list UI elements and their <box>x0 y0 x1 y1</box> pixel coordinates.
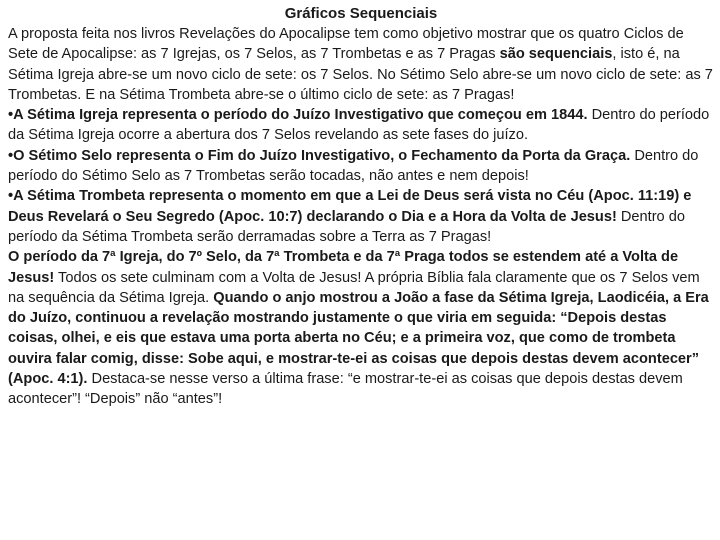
conclusion-paragraph <box>8 247 714 409</box>
page-title: Gráficos Sequenciais <box>284 5 438 22</box>
conclusion-heading: O período da 7ª Igreja, do 7º Selo, da 7ª Trombeta e da 7ª Praga todos se estendem até a Volta de Jesus! <box>8 249 679 286</box>
seventh-trumpet-heading: •A Sétima Trombeta representa o momento em que a Lei de Deus será vista no Céu (Apoc. 11:19) e Deus Revelará o Seu Segredo (Apoc. 10:7) declarando o Dia e a Hora da Volta de Jesus! <box>8 188 692 225</box>
seventh-church-text: Dentro do período da Sétima Igreja ocorre a abertura dos 7 Selos revelando as sete fases do juízo. <box>8 107 710 144</box>
conclusion-text-end: Destaca-se nesse verso a última frase: “e mostrar-te-ei as coisas que depois destas devem acontecer”! “Depois” não “antes”! <box>8 371 683 408</box>
intro-paragraph <box>8 24 714 105</box>
seventh-trumpet-paragraph <box>8 186 714 247</box>
intro-emphasis: são sequenciais <box>499 46 613 63</box>
seventh-church-heading: •A Sétima Igreja representa o período do Juízo Investigativo que começou em 1844. <box>8 107 588 124</box>
seventh-church-paragraph <box>8 105 714 146</box>
conclusion-text: Todos os sete culminam com a Volta de Jesus! A própria Bíblia fala claramente que os 7 Selos vem na sequência da Sétima Igreja. <box>8 269 700 306</box>
intro-text-continued: , isto é, na Sétima Igreja abre-se um novo ciclo de sete: os 7 Selos. No Sétimo Selo abre-se um novo ciclo de sete: as 7 Trombetas. E na Sétima Trombeta abre-se o último ciclo de sete: as 7 Pragas! <box>8 46 713 103</box>
seventh-seal-text: Dentro do período do Sétimo Selo as 7 Trombetas serão tocadas, não antes e nem depois! <box>8 147 699 185</box>
seventh-trumpet-text: Dentro do período da Sétima Trombeta serão derramadas sobre a Terra as 7 Pragas! <box>8 208 685 245</box>
seventh-seal-heading: •O Sétimo Selo representa o Fim do Juízo Investigativo, o Fechamento da Porta da Graça. <box>8 147 631 164</box>
conclusion-emphasis: Quando o anjo mostrou a João a fase da Sétima Igreja, Laodicéia, a Era do Juízo, continuou a revelação mostrando justamente o que viria em seguida: “Depois destas coisas, olhei, e eis que estava uma porta aberta no Céu; e a primeira voz, que como de trombeta ouvira falar comig, disse: Sobe aqui, e mostrar-te-ei as coisas que depois destas devem acontecer” (Apoc. 4:1). <box>8 289 709 388</box>
seventh-seal-paragraph <box>8 146 714 187</box>
intro-text: A proposta feita nos livros Revelações do Apocalipse tem como objetivo mostrar que os quatro Ciclos de Sete de Apocalipse: as 7 Igrejas, os 7 Selos, as 7 Trombetas e as 7 Pragas <box>8 26 684 63</box>
